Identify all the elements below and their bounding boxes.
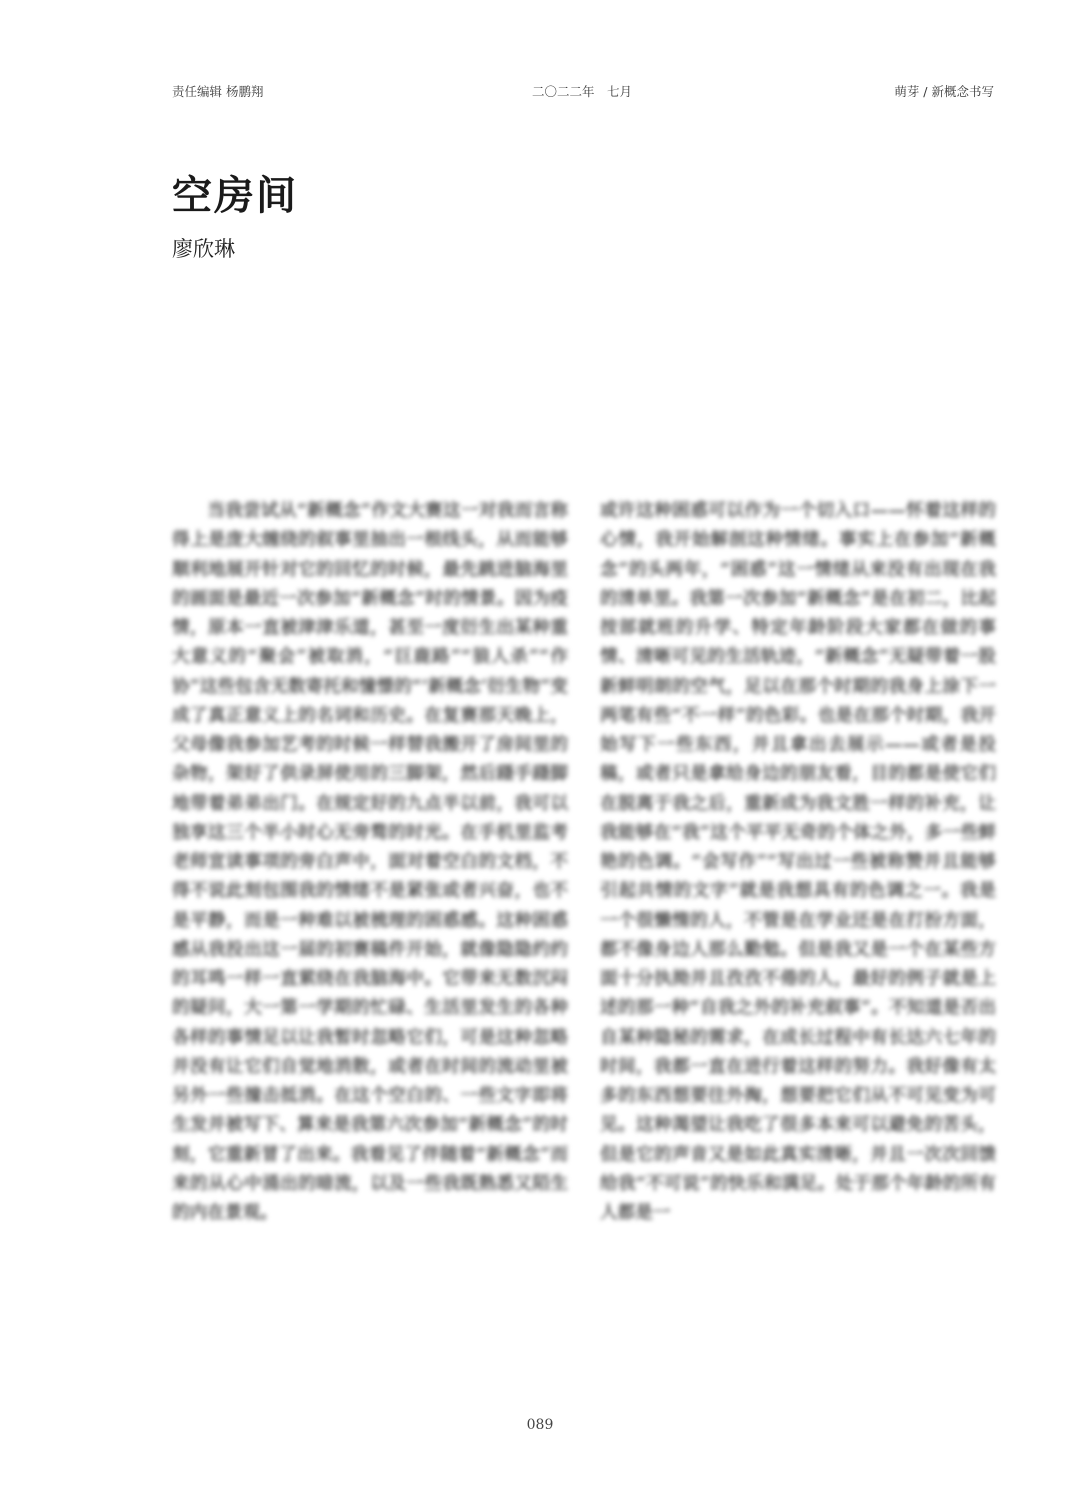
body-column-right [600,496,996,1376]
header-date: 二〇二二年 七月 [532,84,633,99]
header-editor: 责任编辑 杨鹏翔 [172,84,264,99]
page-header [172,82,994,104]
article-author: 廖欣琳 [172,237,235,261]
body-paragraph: 当我尝试从“新概念”作文大赛这一对我而言称得上是庞大缠绕的叙事里抽出一根线头，从而能够顺利地展开针对它的回忆的时候，最先跳进脑海里的画面是最近一次参加“新概念”时的情景。因为疫情，原本一直被津津乐道，甚至一度衍生出某种重大意义的“聚会”被取消，“巨鹿路”“狼人杀”“作协”这些包含无数寄托和憧憬的“‘新概念’衍生物”变成了真正意义上的名词和历史。在复赛那天晚上，父母像我参加艺考的时候一样替我搬开了房间里的杂物，架好了供录屏使用的三脚架，然后蹑手蹑脚地带着弟弟出门。在规定好的九点半以前，我可以独享这三个半小时心无旁骛的时光。在手机里监考老师宣读事项的旁白声中，面对着空白的文档，不得不说此刻包围我的情绪不是紧张或者兴奋，也不是平静，而是一种难以被梳理的困惑感。这种困惑感从我投出这一届的初赛稿件开始，就像隐隐约约的耳鸣一样一直萦绕在我脑海中。它带来无数沉闷的疑问，大一第一学期的忙碌、生活里发生的各种各样的事情足以让我暂时忽略它们，可是这种忽略并没有让它们自觉地消散，或者在时间的流动里被另外一些撞击抵消。在这个空白的、一些文字即将生发并被写下、算来是我第六次参加“新概念”的时刻，它重新冒了出来。我看见了伴随着“新概念”而来的从心中涌出的暗流，以及一些我既熟悉又陌生的内在景观。 [172,500,568,1223]
header-publication: 萌芽 / 新概念书写 [894,84,994,99]
page-number: 089 [526,1417,554,1433]
article-title: 空房间 [172,173,298,219]
body-column-left [172,496,568,1376]
body-paragraph: 或许这种困惑可以作为一个切入口——怀着这样的心情，我开始解剖这种情绪。事实上在参加“新概念”的头两年，“困惑”这一情绪从来没有出现在我的清单里。我第一次参加“新概念”是在初二，比起按部就班的升学、特定年龄阶段大家都在做的事情、清晰可见的生活轨迹，“新概念”无疑带着一股新鲜明朗的空气，足以在那个时期的我身上涂下一两笔有些“不一样”的色彩。也是在那个时期，我开始写下一些东西，并且拿出去展示——或者是投稿，或者只是拿给身边的朋友看，目的都是使它们在脱离于我之后，重新成为我文胜一样的补充，让我能够在“我”这个平平无奇的个体之外，多一些鲜艳的色调。“会写作”“写出过一些被称赞并且能够引起共情的文字”就是我想具有的色调之一。我是一个很懒惰的人，不管是在学业还是在打扮方面，都不像身边人那么勤勉。但是我又是一个在某些方面十分执拗并且孜孜不倦的人，最好的例子就是上述的那一种“自我之外的补充叙事”。不知道是否出自某种隐秘的需求，在成长过程中有长达六七年的时间，我都一直在进行着这样的努力。我好像有太多的东西想要往外掏，想要把它们从不可见变为可见。这种渴望让我吃了很多本来可以避免的苦头，但是它的声音又是如此真实清晰，并且一次次回馈给我“不可说”的快乐和满足。处于那个年龄的所有人都是一 [600,500,996,1223]
